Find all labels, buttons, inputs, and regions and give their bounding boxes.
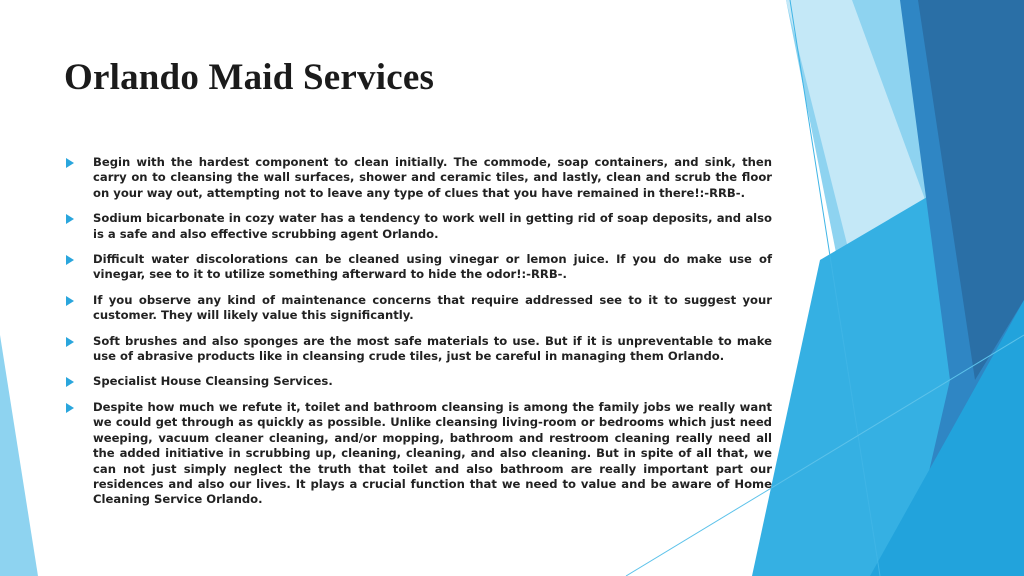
triangle-right-icon	[66, 337, 74, 347]
triangle-right-icon	[66, 296, 74, 306]
bullet-text: Begin with the hardest component to clean initially. The commode, soap containers, and sink, then carry on to cleansing the wall surfaces, shower and ceramic tiles, and lastly, clean and scrub the floor on your way out, attempting not to leave any type of clues that you have remained in there!:-RRB-.	[93, 155, 772, 200]
bullet-item	[64, 211, 772, 242]
bullet-item	[64, 252, 772, 283]
triangle-right-icon	[66, 255, 74, 265]
left-edge-stripe	[0, 335, 38, 576]
slide-title: Orlando Maid Services	[64, 57, 435, 98]
triangle-right-icon	[66, 158, 74, 168]
bullet-item	[64, 374, 772, 389]
bullet-text: Specialist House Cleansing Services.	[93, 374, 333, 389]
bullet-text: Despite how much we refute it, toilet and bathroom cleansing is among the family jobs we really want we could get through as quickly as possible. Unlike cleansing living-room or bedrooms which just need weeping, vacuum cleaner cleaning, and/or mopping, bathroom and restroom cleaning really need all the added initiative in scrubbing up, cleaning, cleaning, and also cleaning. But in spite of all that, we can not just simply neglect the truth that toilet and also bathroom are really important part our residences and also our lives. It plays a crucial function that we need to value and be aware of Home Cleaning Service Orlando.	[93, 399, 772, 507]
bullet-text: Soft brushes and also sponges are the most safe materials to use. But if it is unpreventable to make use of abrasive products like in cleansing crude tiles, just be careful in managing them Orlando.	[93, 333, 772, 364]
bullet-text: Difficult water discolorations can be cleaned using vinegar or lemon juice. If you do make use of vinegar, see to it to utilize something afterward to hide the odor!:-RRB-.	[93, 252, 772, 282]
bullet-text: Sodium bicarbonate in cozy water has a tendency to work well in getting rid of soap deposits, and also is a safe and also effective scrubbing agent Orlando.	[93, 211, 772, 241]
bullet-text: If you observe any kind of maintenance concerns that require addressed see to it to suggest your customer. They will likely value this significantly.	[93, 292, 772, 323]
bullet-item	[64, 155, 772, 201]
bullet-item	[64, 334, 772, 365]
triangle-right-icon	[66, 377, 74, 387]
triangle-right-icon	[66, 214, 74, 224]
triangle-right-icon	[66, 403, 74, 413]
bullet-list	[64, 155, 772, 518]
bullet-item	[64, 293, 772, 324]
bullet-item	[64, 400, 772, 508]
